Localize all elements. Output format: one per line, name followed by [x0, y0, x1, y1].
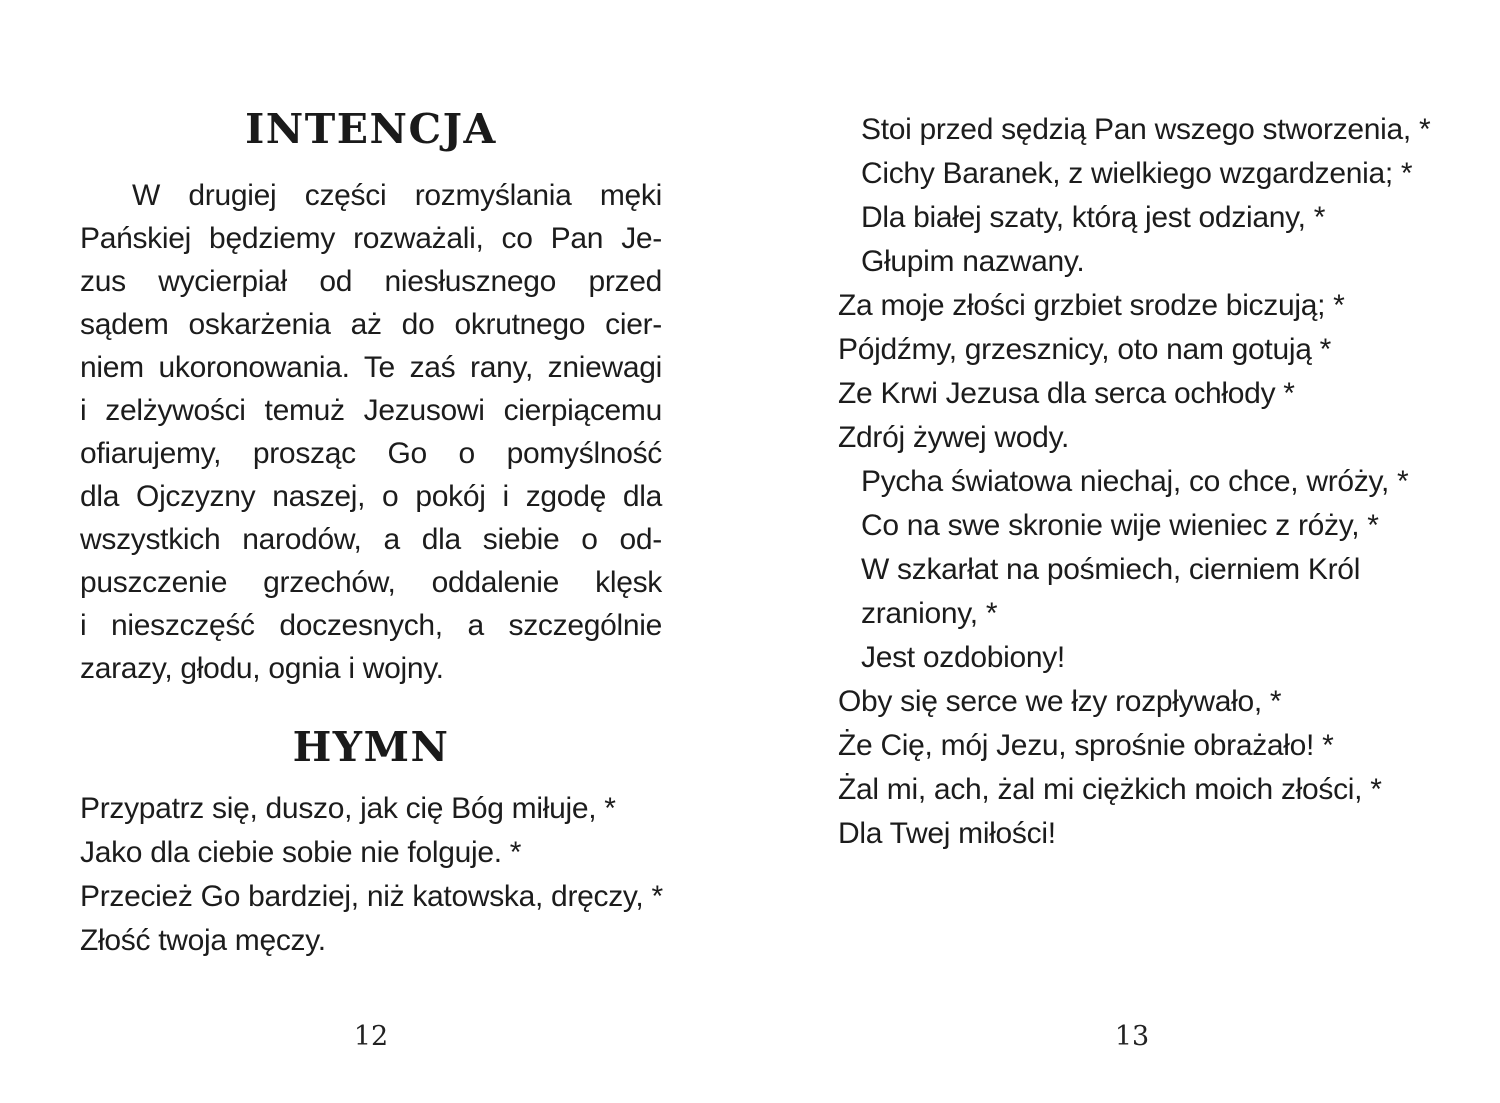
page-number-left: 12 — [353, 1021, 389, 1052]
section-heading-hymn: HYMN — [292, 723, 450, 771]
paragraph-line: ofiarujemy, prosząc Go o pomyślność — [80, 437, 662, 470]
verse-line: Dla białej szaty, którą jest odziany, * — [861, 201, 1326, 234]
verse-line: Za moje złości grzbiet srodze biczują; * — [838, 289, 1345, 322]
verse-line: Zdrój żywej wody. — [838, 421, 1070, 454]
verse-line: Dla Twej miłości! — [838, 817, 1056, 850]
verse-line: Pójdźmy, grzesznicy, oto nam gotują * — [838, 333, 1332, 366]
paragraph-line: zus wycierpiał od niesłusznego przed — [80, 265, 662, 298]
paragraph-line: W drugiej części rozmyślania męki — [132, 179, 662, 212]
paragraph-line: Pańskiej będziemy rozważali, co Pan Je- — [80, 222, 662, 255]
hymn-line: Złość twoja męczy. — [80, 924, 326, 957]
verse-line: Stoi przed sędzią Pan wszego stworzenia, * — [861, 113, 1431, 146]
verse-line: Jest ozdobiony! — [861, 641, 1065, 674]
section-heading-intencja: INTENCJA — [245, 105, 497, 153]
hymn-line: Przypatrz się, duszo, jak cię Bóg miłuje, * — [80, 792, 616, 825]
verse-line: Oby się serce we łzy rozpływało, * — [838, 685, 1282, 718]
paragraph-line: sądem oskarżenia aż do okrutnego cier- — [80, 308, 662, 341]
verse-line: zraniony, * — [861, 597, 998, 630]
left-page — [80, 0, 662, 963]
verse-line: W szkarłat na pośmiech, cierniem Król — [861, 553, 1361, 586]
verse-line: Żal mi, ach, żal mi ciężkich moich złości, * — [838, 773, 1382, 806]
hymn-line: Przecież Go bardziej, niż katowska, dręczy, * — [80, 880, 663, 913]
hymn-line: Jako dla ciebie sobie nie folguje. * — [80, 836, 522, 869]
paragraph-line: wszystkich narodów, a dla siebie o od- — [80, 523, 662, 556]
verse-line: Cichy Baranek, z wielkiego wzgardzenia; * — [861, 157, 1413, 190]
intention-paragraph — [80, 174, 662, 690]
paragraph-line: puszczenie grzechów, oddalenie klęsk — [80, 566, 662, 599]
page-number-right: 13 — [1114, 1021, 1150, 1052]
verse-line: Głupim nazwany. — [861, 245, 1085, 278]
verse-line: Co na swe skronie wije wieniec z róży, * — [861, 509, 1379, 542]
paragraph-line: dla Ojczyzny naszej, o pokój i zgodę dla — [80, 480, 662, 513]
paragraph-line: i zelżywości temuż Jezusowi cierpiącemu — [80, 394, 662, 427]
paragraph-line: niem ukoronowania. Te zaś rany, zniewagi — [80, 351, 662, 384]
right-page — [838, 0, 1431, 856]
hymn-continuation — [838, 108, 1431, 856]
paragraph-line: i nieszczęść doczesnych, a szczególnie — [80, 609, 662, 642]
paragraph-line: zarazy, głodu, ognia i wojny. — [80, 652, 444, 685]
verse-line: Ze Krwi Jezusa dla serca ochłody * — [838, 377, 1295, 410]
hymn-stanza — [80, 787, 662, 963]
verse-line: Pycha światowa niechaj, co chce, wróży, * — [861, 465, 1409, 498]
verse-line: Że Cię, mój Jezu, sprośnie obrażało! * — [838, 729, 1334, 762]
